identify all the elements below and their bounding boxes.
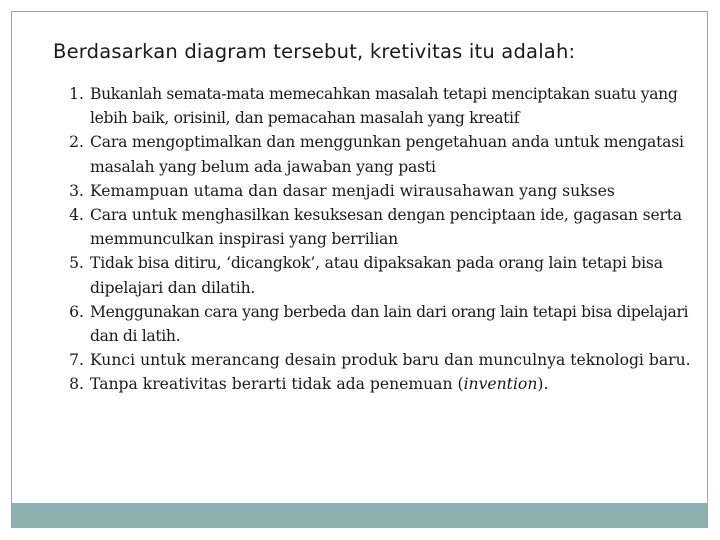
list-item	[58, 179, 708, 203]
list-item-text: Bukanlah semata-mata memecahkan masalah tetapi menciptakan suatu yang lebih baik, orisinil, dan pemacahan masalah yang kreatif	[90, 85, 678, 128]
list-item	[58, 251, 708, 299]
list-item-number: 7.	[69, 351, 84, 370]
list-item-text: Kemampuan utama dan dasar menjadi wirausahawan yang sukses	[90, 181, 615, 200]
list-item-text-end: ).	[537, 375, 549, 394]
list-item	[58, 348, 708, 372]
list-item-number: 5.	[69, 254, 84, 273]
bottom-bar	[12, 503, 707, 527]
definition-list	[58, 82, 708, 397]
list-item-text-italic: invention	[463, 375, 538, 394]
list-item-text-start: Tanpa kreativitas berarti tidak ada penemuan (	[90, 375, 464, 394]
list-item-number: 4.	[69, 206, 84, 225]
list-item-number: 8.	[69, 375, 84, 394]
list-item-text	[90, 372, 708, 396]
list-item-text: Menggunakan cara yang berbeda dan lain dari orang lain tetapi bisa dipelajari dan di latih.	[90, 302, 689, 346]
list-item-number: 6.	[69, 302, 84, 321]
list-item	[58, 203, 708, 251]
list-item	[58, 372, 708, 396]
list-item	[58, 130, 708, 178]
list-item-text: Kunci untuk merancang desain produk baru dan munculnya teknologi baru.	[90, 351, 691, 370]
list-item	[58, 300, 708, 348]
list-item-number: 1.	[69, 85, 84, 103]
list-item-text: Cara untuk menghasilkan kesuksesan dengan penciptaan ide, gagasan serta memmunculkan inspirasi yang berrilian	[90, 206, 682, 249]
list-item-number: 3.	[69, 181, 84, 200]
list-item	[58, 82, 708, 130]
list-item-number: 2.	[69, 133, 84, 152]
list-item-text: Cara mengoptimalkan dan menggunkan pengetahuan anda untuk mengatasi masalah yang belum ada jawaban yang pasti	[90, 133, 684, 176]
list-item-text: Tidak bisa ditiru, ‘dicangkok’, atau dipaksakan pada orang lain tetapi bisa dipelajari dan dilatih.	[90, 254, 663, 297]
slide-title: Berdasarkan diagram tersebut, kretivitas itu adalah:	[53, 40, 576, 63]
